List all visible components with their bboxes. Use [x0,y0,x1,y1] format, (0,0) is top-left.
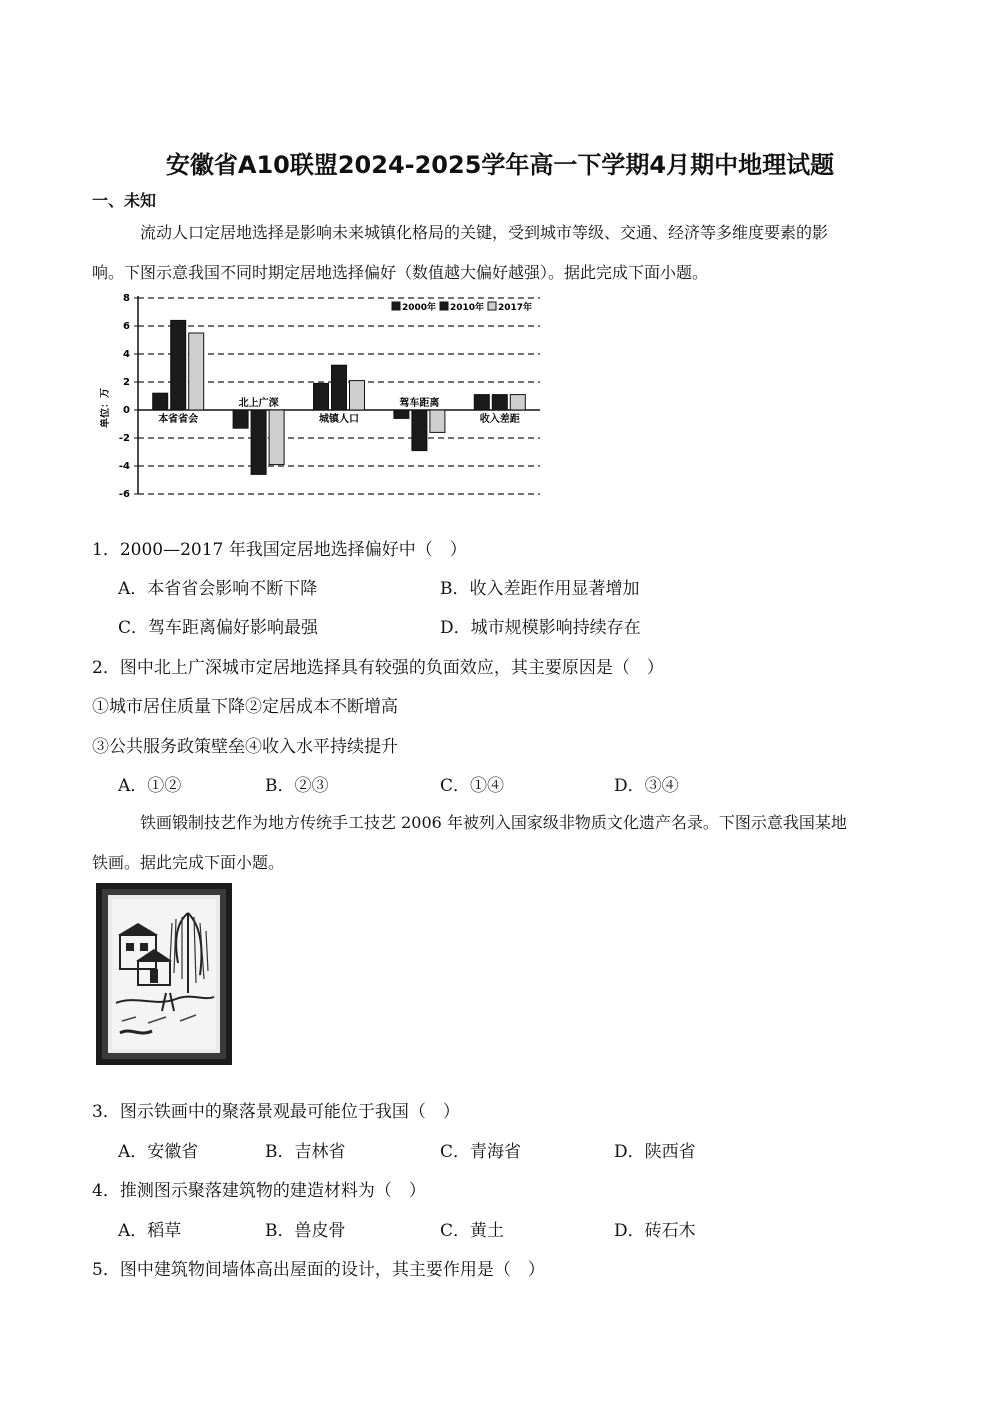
q5-stem: 5．图中建筑物间墙体高出屋面的设计，其主要作用是（ ） [92,1260,545,1280]
q4-option-c: C．黄土 [440,1221,505,1241]
section-heading: 一、未知 [92,191,157,210]
legend-swatch [488,302,496,310]
bar [492,395,507,410]
legend-label: 2000年 [402,303,437,313]
bar [430,410,445,432]
q2-option-a: A．①② [118,776,182,796]
q3-stem: 3．图示铁画中的聚落景观最可能位于我国（ ） [92,1102,460,1122]
legend-label: 2010年 [450,303,485,313]
bar [251,410,266,474]
q4-option-b: B．兽皮骨 [265,1221,346,1241]
bar [171,320,186,410]
y-tick-label: 2 [123,377,130,388]
page-title: 安徽省A10联盟2024-2025学年高一下学期4月期中地理试题 [165,151,835,179]
bar [510,395,525,410]
passage1-line1: 流动人口定居地选择是影响未来城镇化格局的关键，受到城市等级、交通、经济等多维度要素的影 [140,223,829,242]
q4-stem: 4．推测图示聚落建筑物的建造材料为（ ） [92,1181,426,1201]
bar [314,383,329,410]
q2-option-d: D．③④ [614,776,679,796]
q3-option-b: B．吉林省 [265,1142,346,1162]
bar [350,381,365,410]
bar [394,410,409,418]
category-label: 收入差距 [479,414,520,425]
y-tick-label: 6 [123,321,130,332]
passage2-line1: 铁画锻制技艺作为地方传统手工技艺 2006 年被列入国家级非物质文化遗产名录。下图示意我国某地 [140,813,847,832]
q1-stem: 1．2000—2017 年我国定居地选择偏好中（ ） [92,540,467,560]
y-tick-label: 8 [123,293,130,304]
category-label: 驾车距离 [399,398,440,409]
legend-swatch [440,302,448,310]
q1-option-c: C．驾车距离偏好影响最强 [118,618,319,638]
q3-option-c: C．青海省 [440,1142,522,1162]
y-tick-label: -6 [118,489,130,500]
q4-option-d: D．砖石木 [614,1221,696,1241]
y-tick-label: -2 [118,433,130,444]
y-tick-label: 4 [123,349,130,360]
y-tick-label: -4 [118,461,130,472]
y-axis-label: 单位：万 [100,388,111,428]
y-tick-label: 0 [123,405,130,416]
q3-option-a: A．安徽省 [118,1142,199,1162]
bar [474,395,489,410]
passage1-line2: 响。下图示意我国不同时期定居地选择偏好（数值越大偏好越强）。据此完成下面小题。 [92,263,709,282]
q2-options-34: ③公共服务政策壁垒④收入水平持续提升 [92,737,398,757]
bar [332,365,347,410]
category-label: 北上广深 [238,398,279,409]
legend-swatch [392,302,400,310]
q2-options-12: ①城市居住质量下降②定居成本不断增高 [92,697,398,717]
q1-option-a: A．本省省会影响不断下降 [118,579,318,599]
legend-label: 2017年 [498,303,533,313]
q1-option-d: D．城市规模影响持续存在 [440,618,641,638]
q2-option-c: C．①④ [440,776,505,796]
passage2-line2: 铁画。据此完成下面小题。 [92,853,285,872]
bar-chart [100,288,560,506]
bar [189,333,204,410]
bar [269,410,284,465]
category-label: 城镇人口 [319,414,359,425]
bar [233,410,248,428]
category-label: 本省省会 [158,414,199,425]
q2-stem: 2．图中北上广深城市定居地选择具有较强的负面效应，其主要原因是（ ） [92,658,664,678]
q1-option-b: B．收入差距作用显著增加 [440,579,640,599]
bar [153,393,168,410]
bar [412,410,427,451]
q4-option-a: A．稻草 [118,1221,182,1241]
q3-option-d: D．陕西省 [614,1142,696,1162]
iron-painting-illustration [96,883,232,1065]
iron-painting-image [96,883,232,1065]
q2-option-b: B．②③ [265,776,329,796]
